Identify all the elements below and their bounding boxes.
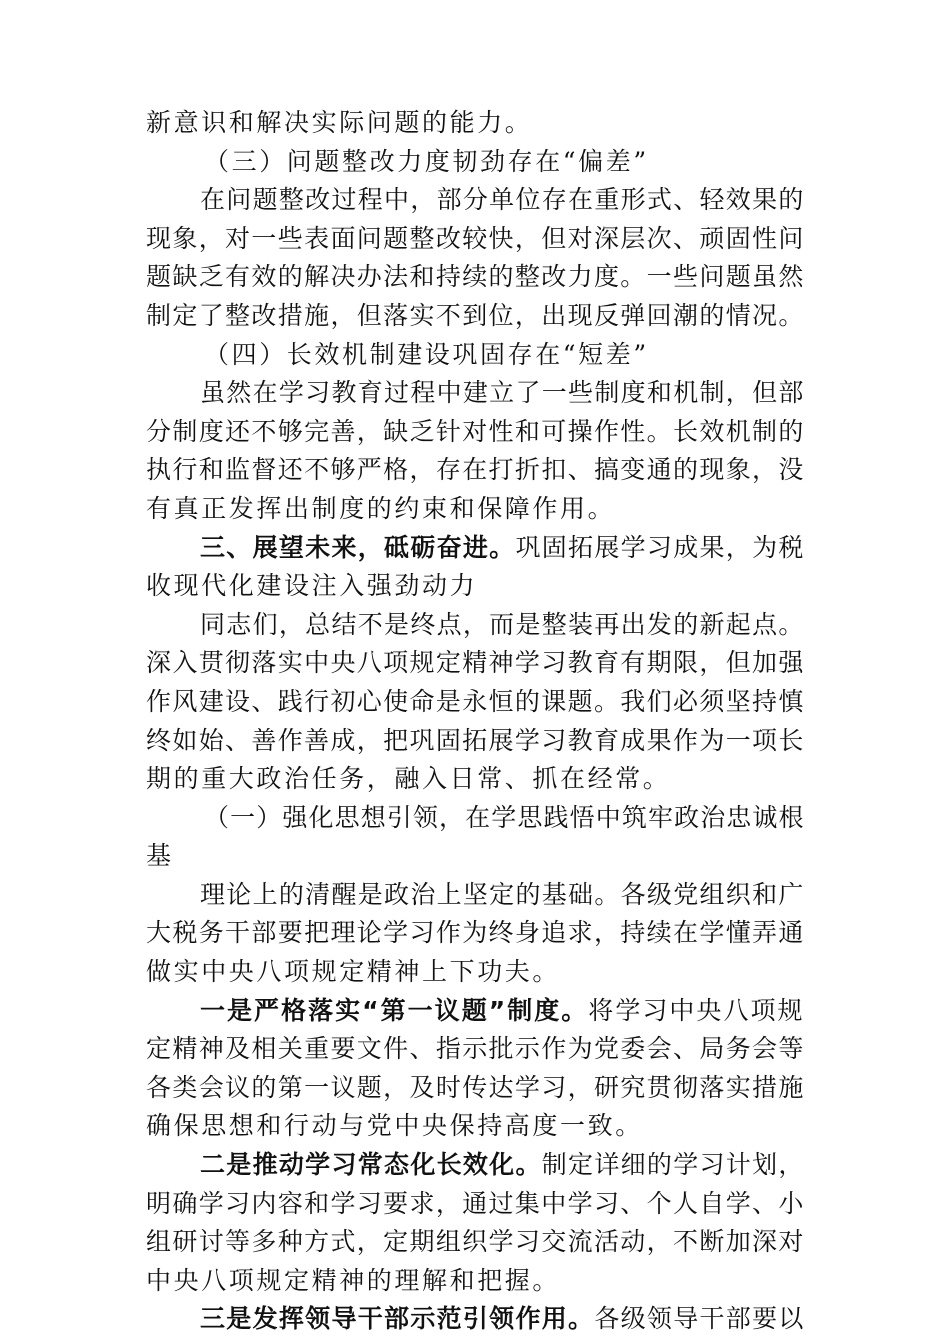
- text-line: 分制度还不够完善，缺乏针对性和可操作性。长效机制的: [146, 416, 805, 446]
- text-line: 有真正发挥出制度的约束和保障作用。: [146, 493, 616, 523]
- section-heading-3: （三）问题整改力度韧劲存在“偏差”: [204, 146, 649, 176]
- text-line: 理论上的清醒是政治上坚定的基础。各级党组织和广: [200, 879, 805, 909]
- text-line: 收现代化建设注入强劲动力: [146, 571, 478, 601]
- text-line: 新意识和解决实际问题的能力。: [146, 108, 533, 137]
- lead-rest: 将学习中央八项规: [588, 995, 805, 1025]
- text-line: 现象，对一些表面问题整改较快，但对深层次、顽固性问: [146, 223, 805, 253]
- section-heading-4: （四）长效机制建设巩固存在“短差”: [204, 339, 649, 369]
- text-line: 虽然在学习教育过程中建立了一些制度和机制，但部: [200, 378, 805, 408]
- text-line: 同志们，总结不是终点，而是整装再出发的新起点。: [200, 609, 805, 639]
- section-heading-1: （一）强化思想引领，在学思践悟中筑牢政治忠诚根: [204, 802, 805, 832]
- text-line: 中央八项规定精神的理解和把握。: [146, 1265, 561, 1295]
- lead-rest: 巩固拓展学习成果，为税: [515, 532, 805, 562]
- item-three-line: [146, 1300, 806, 1339]
- lead-rest: 制定详细的学习计划，: [541, 1150, 805, 1180]
- text-line: 做实中央八项规定精神上下功夫。: [146, 957, 561, 987]
- text-line: 确保思想和行动与党中央保持高度一致。: [146, 1111, 643, 1141]
- text-line: 题缺乏有效的解决办法和持续的整改力度。一些问题虽然: [146, 262, 805, 292]
- text-line: 期的重大政治任务，融入日常、抓在经常。: [146, 764, 671, 794]
- part-three-heading-line: [146, 529, 806, 568]
- item-one-line: [146, 992, 806, 1031]
- lead-rest: 各级领导干部要以: [594, 1304, 805, 1334]
- bold-lead: 三是发挥领导干部示范引领作用。: [200, 1304, 595, 1334]
- text-line: 明确学习内容和学习要求，通过集中学习、个人自学、小: [146, 1188, 805, 1218]
- text-line: 终如始、善作善成，把巩固拓展学习教育成果作为一项长: [146, 725, 805, 755]
- text-line: 制定了整改措施，但落实不到位，出现反弹回潮的情况。: [146, 300, 805, 330]
- item-two-line: [146, 1146, 806, 1185]
- text-line: 执行和监督还不够严格，存在打折扣、搞变通的现象，没: [146, 455, 805, 485]
- bold-lead: 二是推动学习常态化长效化。: [200, 1150, 542, 1180]
- text-line: 各类会议的第一议题，及时传达学习，研究贯彻落实措施: [146, 1072, 805, 1102]
- bold-lead: 三、展望未来，砥砺奋进。: [200, 532, 516, 562]
- text-line: 定精神及相关重要文件、指示批示作为党委会、局务会等: [146, 1034, 805, 1064]
- text-line: 作风建设、践行初心使命是永恒的课题。我们必须坚持慎: [146, 686, 805, 716]
- document-page: [146, 104, 806, 1339]
- bold-lead: 一是严格落实“第一议题”制度。: [200, 995, 589, 1025]
- text-line: 大税务干部要把理论学习作为终身追求，持续在学懂弄通: [146, 918, 805, 948]
- text-line: 组研讨等多种方式，定期组织学习交流活动，不断加深对: [146, 1227, 805, 1257]
- text-line: 基: [146, 841, 174, 871]
- text-line: 深入贯彻落实中央八项规定精神学习教育有期限，但加强: [146, 648, 805, 678]
- text-line: 在问题整改过程中，部分单位存在重形式、轻效果的: [200, 185, 805, 215]
